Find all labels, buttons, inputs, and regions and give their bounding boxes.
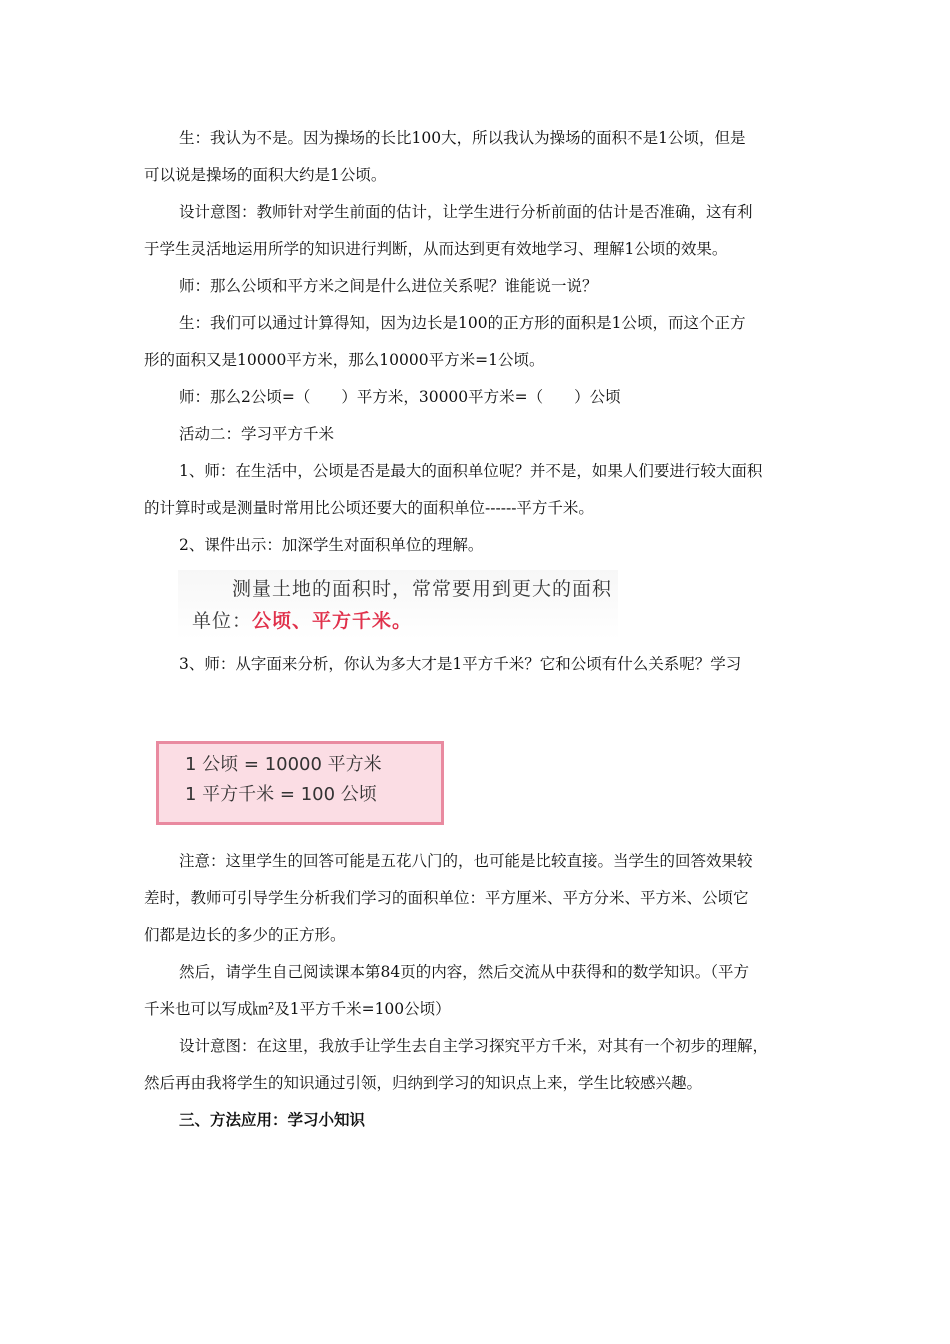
paragraph: 1、师：在生活中，公顷是否是最大的面积单位呢？并不是，如果人们要进行较大面积: [179, 462, 763, 480]
paragraph-continuation: 们都是边长的多少的正方形。: [144, 926, 346, 944]
paragraph-continuation: 形的面积又是10000平方米，那么10000平方米=1公顷。: [144, 351, 545, 369]
paragraph-continuation: 于学生灵活地运用所学的知识进行判断，从而达到更有效地学习、理解1公顷的效果。: [144, 240, 728, 258]
document-body: [144, 120, 806, 1139]
figure-unit-label: 单位：: [192, 610, 253, 632]
figure-text-line1: 测量土地的面积时，常常要用到更大的面积: [232, 578, 613, 600]
courseware-figure: [178, 570, 618, 640]
paragraph: 然后，请学生自己阅读课本第84页的内容，然后交流从中获得和的数学知识。（平方: [179, 963, 749, 981]
conversion-line2: 1 平方千米 = 100 公顷: [185, 784, 377, 805]
paragraph: 生：我认为不是。因为操场的长比100大，所以我认为操场的面积不是1公顷，但是: [179, 129, 746, 147]
figure-unit-highlight: 公顷、平方千米。: [252, 610, 413, 632]
conversion-line1: 1 公顷 = 10000 平方米: [185, 754, 382, 775]
paragraph: 2、课件出示：加深学生对面积单位的理解。: [179, 536, 484, 554]
paragraph: 生：我们可以通过计算得知，因为边长是100的正方形的面积是1公顷，而这个正方: [179, 314, 746, 332]
paragraph-continuation: 可以说是操场的面积大约是1公顷。: [144, 166, 387, 184]
paragraph: 活动二：学习平方千米: [179, 425, 335, 443]
paragraph-continuation: 差时，教师可引导学生分析我们学习的面积单位：平方厘米、平方分米、平方米、公顷它: [144, 889, 749, 907]
paragraph-continuation: 千米也可以写成㎞²及1平方千米=100公顷）: [144, 1000, 451, 1018]
paragraph: 设计意图：在这里，我放手让学生去自主学习探究平方千米，对其有一个初步的理解，: [179, 1037, 769, 1055]
unit-conversion-box: [156, 741, 444, 825]
section-heading: 三、方法应用：学习小知识: [179, 1111, 366, 1129]
paragraph: 师：那么2公顷=（ ）平方米，30000平方米=（ ）公顷: [179, 388, 621, 406]
paragraph: 3、师：从字面来分析，你认为多大才是1平方千米？它和公顷有什么关系呢？学习: [179, 655, 742, 673]
paragraph-continuation: 然后再由我将学生的知识通过引领，归纳到学习的知识点上来，学生比较感兴趣。: [144, 1074, 703, 1092]
paragraph: 师：那么公顷和平方米之间是什么进位关系呢？谁能说一说？: [179, 277, 598, 295]
paragraph: 注意：这里学生的回答可能是五花八门的，也可能是比较直接。当学生的回答效果较: [179, 852, 753, 870]
figure-text-line2: [192, 606, 412, 633]
paragraph: 设计意图：教师针对学生前面的估计，让学生进行分析前面的估计是否准确，这有利: [179, 203, 753, 221]
paragraph-continuation: 的计算时或是测量时常用比公顷还要大的面积单位------平方千米。: [144, 499, 594, 517]
